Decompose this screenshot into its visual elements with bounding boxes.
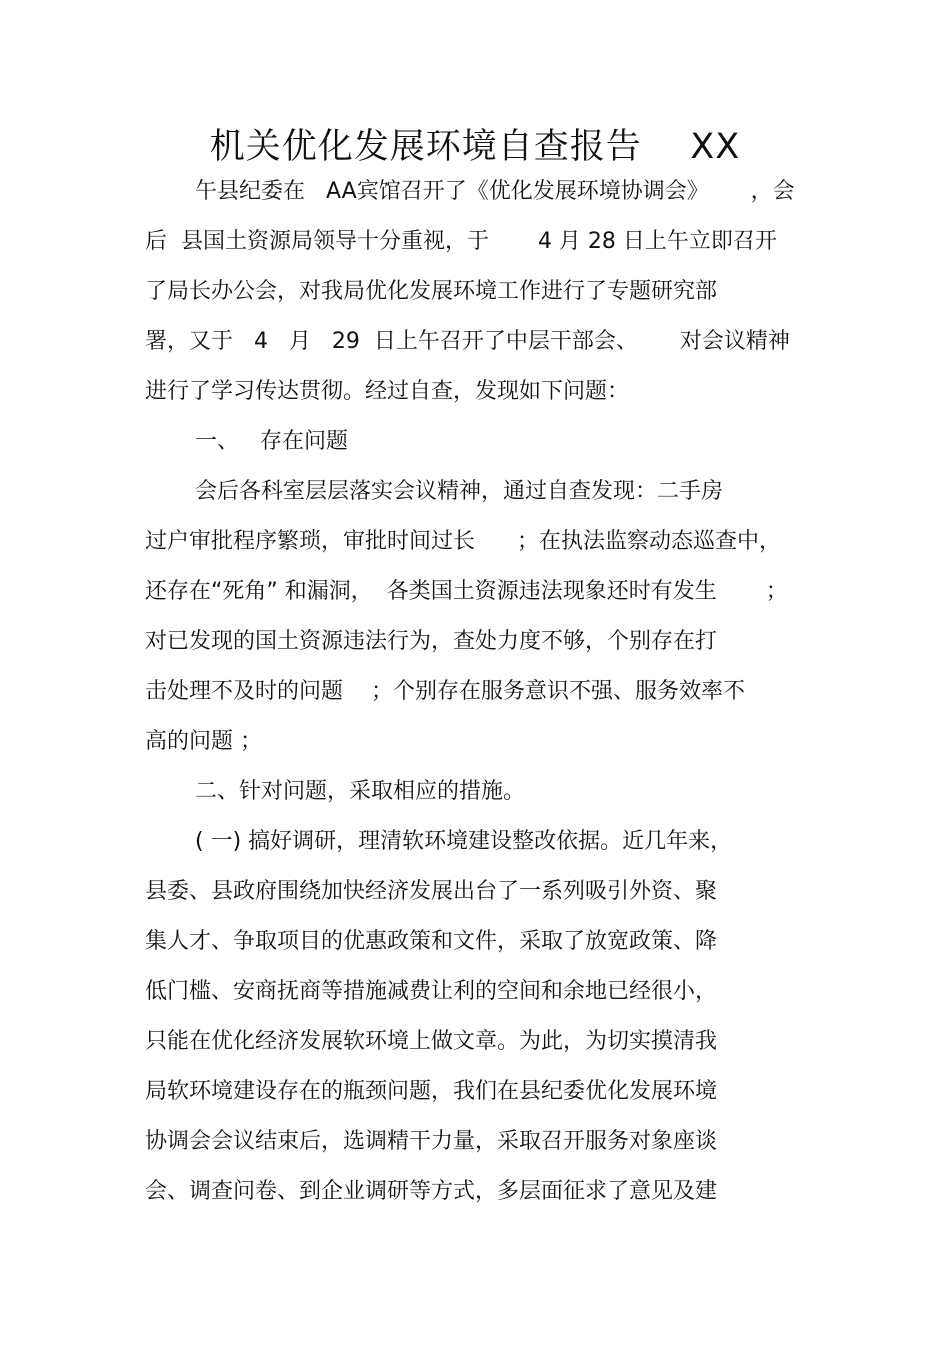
paragraph-line: 局软环境建设存在的瓶颈问题，我们在县纪委优化发展环境 xyxy=(145,1079,718,1104)
paragraph-line: 击处理不及时的问题 ；个别存在服务意识不强、服务效率不 xyxy=(145,679,745,704)
paragraph-line: 会、调查问卷、到企业调研等方式，多层面征求了意见及建 xyxy=(145,1179,718,1204)
paragraph-line: 会后各科室层层落实会议精神，通过自查发现：二手房 xyxy=(195,479,724,504)
paragraph-line: 进行了学习传达贯彻。经过自查，发现如下问题： xyxy=(145,379,630,404)
paragraph-line: 还存在“死角” 和漏洞， 各类国土资源违法现象还时有发生 ； xyxy=(145,579,788,604)
paragraph-line: 午县纪委在 AA宾馆召开了《优化发展环境协调会》 ，会 xyxy=(195,179,795,204)
paragraph-line: 对已发现的国土资源违法行为，查处力度不够，个别存在打 xyxy=(145,629,718,654)
paragraph-line: 过户审批程序繁琐，审批时间过长 ；在执法监察动态巡查中， xyxy=(145,529,781,554)
paragraph-line: 后 县国土资源局领导十分重视，于 4 月 28 日上午立即召开 xyxy=(145,229,777,254)
paragraph-line: 协调会会议结束后，选调精干力量，采取召开服务对象座谈 xyxy=(145,1129,718,1154)
section-heading: 二、针对问题，采取相应的措施。 xyxy=(195,779,526,804)
paragraph-line: 了局长办公会，对我局优化发展环境工作进行了专题研究部 xyxy=(145,279,718,304)
paragraph-line: 署，又于 4 月 29 日上午召开了中层干部会、 对会议精神 xyxy=(145,329,790,354)
paragraph-line: 低门槛、安商抚商等措施减费让利的空间和余地已经很小， xyxy=(145,979,718,1004)
paragraph-line: 只能在优化经济发展软环境上做文章。为此，为切实摸清我 xyxy=(145,1029,718,1054)
document-title: 机关优化发展环境自查报告 XX xyxy=(209,127,741,167)
paragraph-line: ( 一) 搞好调研，理清软环境建设整改依据。近几年来， xyxy=(195,829,733,854)
paragraph-line: 高的问题 ； xyxy=(145,729,262,754)
section-heading: 一、 存在问题 xyxy=(195,429,348,454)
paragraph-line: 县委、县政府围绕加快经济发展出台了一系列吸引外资、聚 xyxy=(145,879,718,904)
paragraph-line: 集人才、争取项目的优惠政策和文件，采取了放宽政策、降 xyxy=(145,929,718,954)
